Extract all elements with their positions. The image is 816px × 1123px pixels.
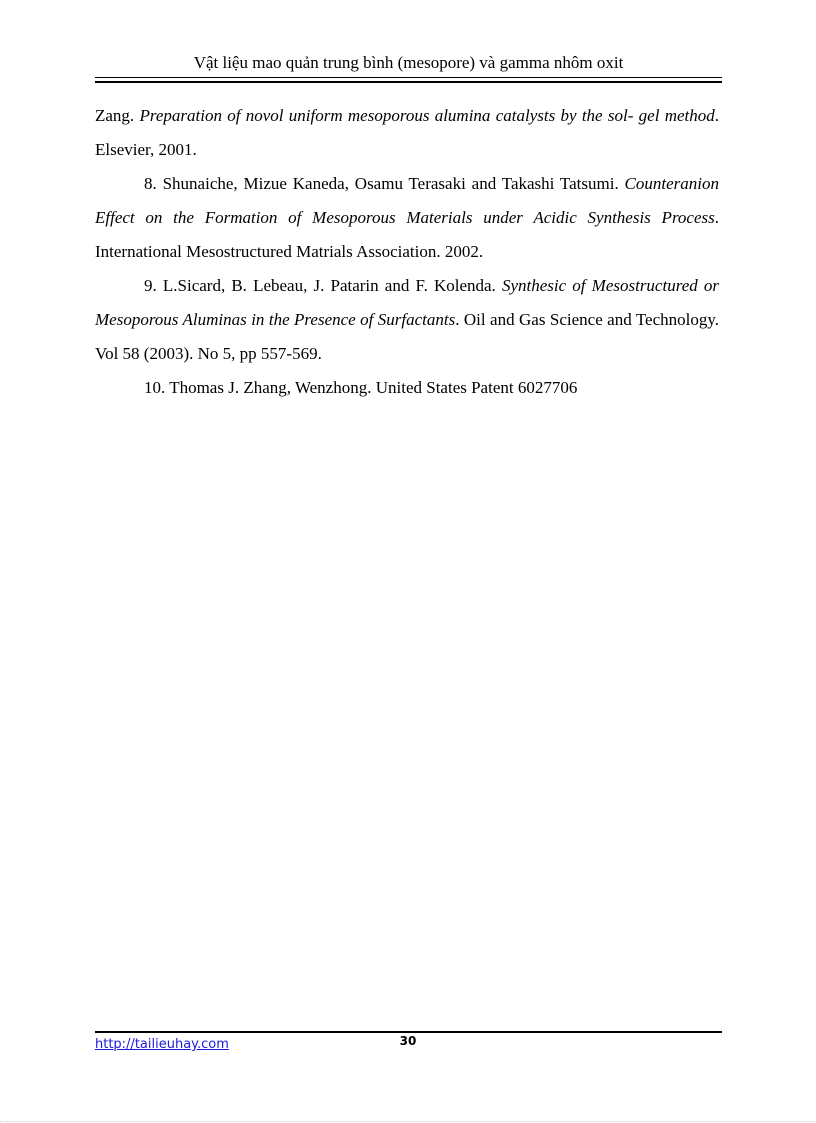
page-number: 30: [399, 1034, 417, 1048]
reference-title: Counteranion Effect on the Formation of Mesoporous Materials under Acidic Synthesis Process: [95, 174, 719, 227]
references-list: [95, 99, 719, 405]
reference-title: Preparation of novol uniform mesoporous alumina catalysts by the sol- gel method: [139, 106, 715, 125]
page-header-title: Vật liệu mao quản trung bình (mesopore) và gamma nhôm oxit: [193, 53, 624, 72]
reference-entry-9: [95, 269, 719, 371]
reference-prefix: 9. L.Sicard, B. Lebeau, J. Patarin and F. Kolenda.: [144, 276, 502, 295]
footer-rule: [95, 1031, 722, 1033]
reference-suffix: . International Mesostructured Matrials Association. 2002.: [95, 208, 719, 261]
page-bottom-dotted-border: [0, 1121, 816, 1122]
reference-prefix: 8. Shunaiche, Mizue Kaneda, Osamu Terasaki and Takashi Tatsumi.: [144, 174, 625, 193]
header-double-rule: [95, 77, 722, 83]
reference-suffix: . Elsevier, 2001.: [95, 106, 719, 159]
reference-entry-10: [95, 371, 719, 405]
reference-prefix: Zang.: [95, 106, 140, 125]
reference-prefix: 10. Thomas J. Zhang, Wenzhong. United States Patent 6027706: [144, 378, 578, 397]
footer-website-link[interactable]: http://tailieuhay.com: [95, 1037, 229, 1052]
reference-entry-8: [95, 167, 719, 269]
reference-suffix: . Oil and Gas Science and Technology. Vol 58 (2003). No 5, pp 557-569.: [95, 310, 720, 363]
reference-entry-7-continued: [95, 99, 719, 167]
reference-title: Synthesic of Mesostructured or Mesoporous Aluminas in the Presence of Surfactants: [95, 276, 719, 329]
